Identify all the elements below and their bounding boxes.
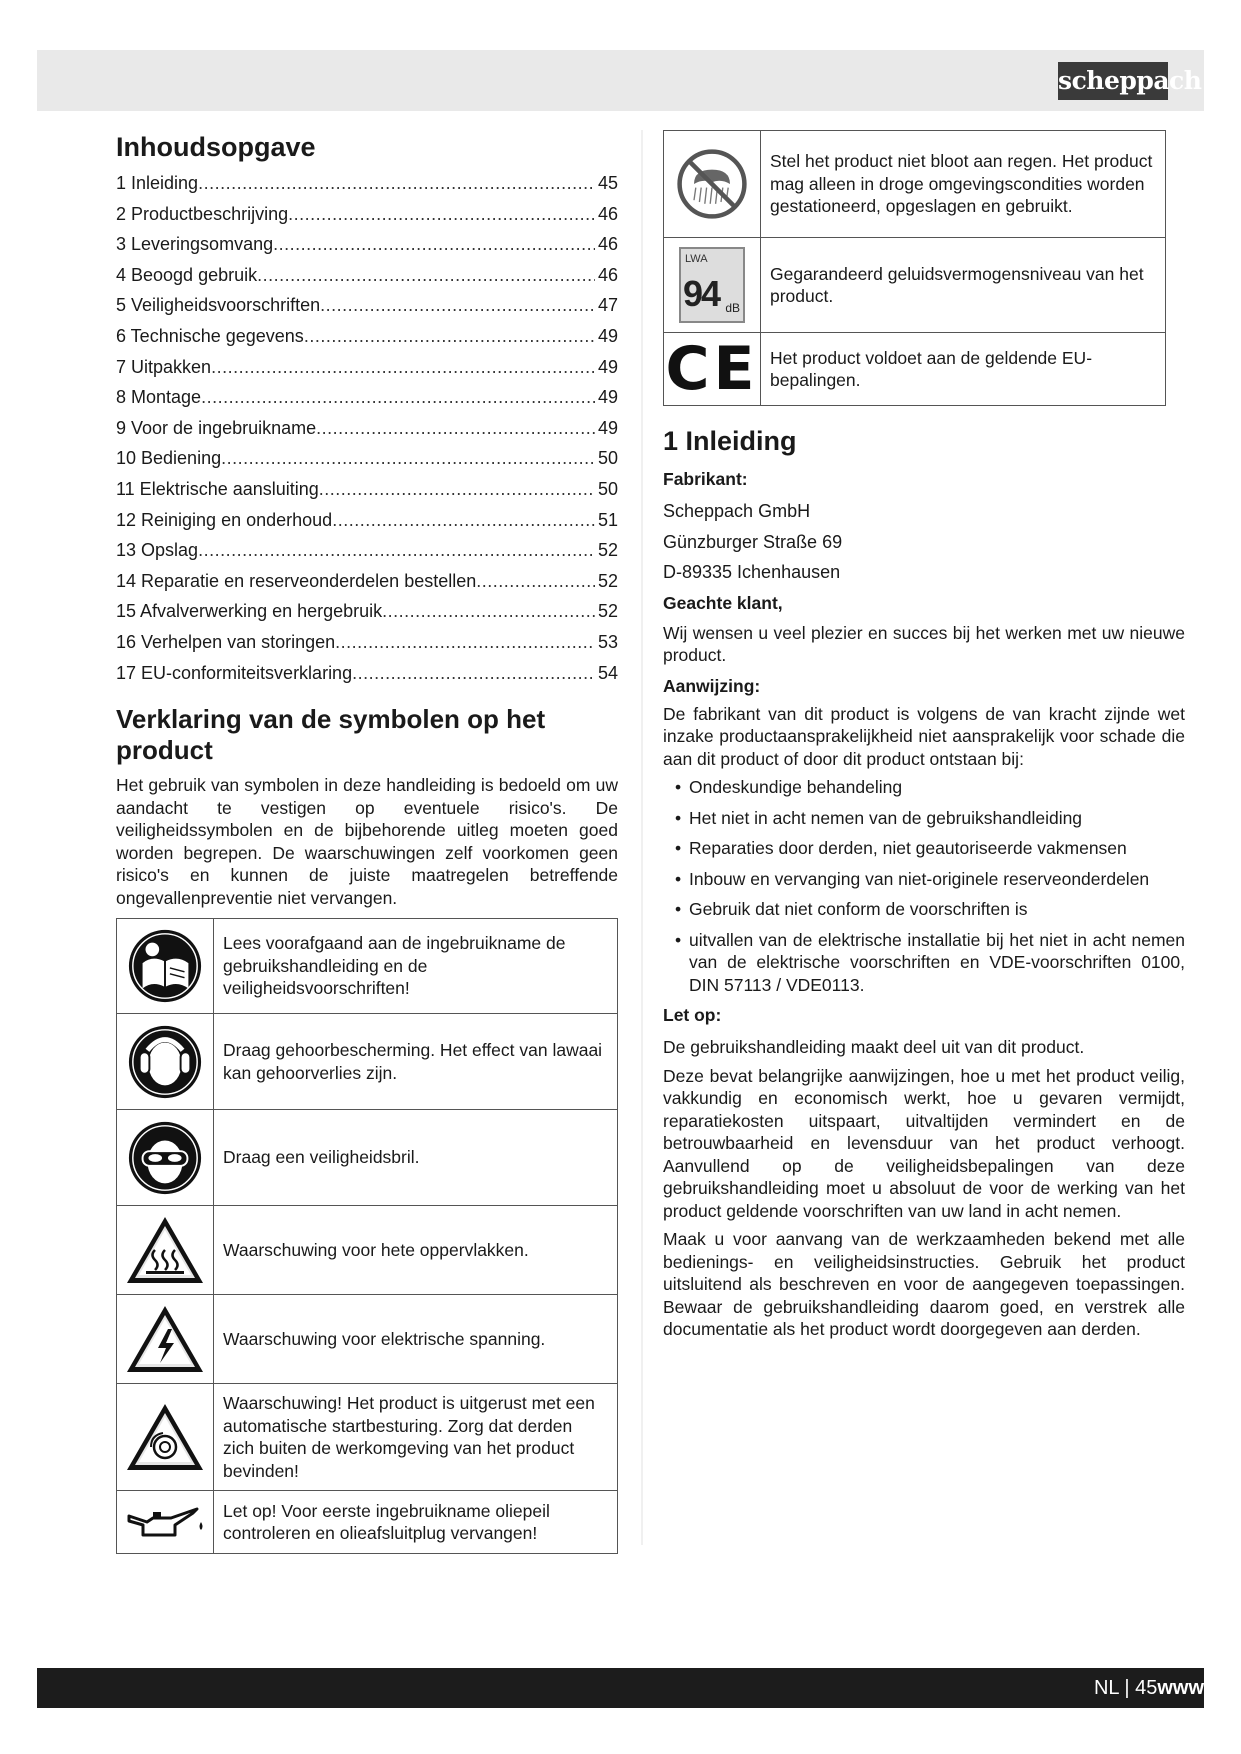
toc-entry[interactable]: [116, 382, 618, 413]
toc-entry-page: 49: [597, 325, 618, 346]
toc-entry[interactable]: [116, 627, 618, 658]
toc-leader-dots: [382, 596, 595, 627]
toc-entry-label: 15 Afvalverwerking en hergebruik: [116, 601, 383, 622]
toc-entry[interactable]: [116, 443, 618, 474]
toc-entry-page: 46: [597, 203, 618, 224]
lwa-label: LWA: [685, 253, 708, 265]
address-line: D-89335 Ichenhausen: [663, 562, 841, 582]
toc-leader-dots: [211, 352, 595, 383]
toc-entry[interactable]: [116, 199, 618, 230]
toc-entry-page: 54: [597, 662, 618, 683]
lwa-unit: dB: [725, 301, 740, 315]
toc-entry-page: 47: [597, 295, 618, 316]
list-item: • Het niet in acht nemen van de gebruikshandleiding: [663, 807, 1185, 830]
read-manual-icon: [117, 919, 214, 1014]
toc-entry-page: 46: [597, 264, 618, 285]
left-column: [116, 130, 618, 1554]
toc-entry-label: 9 Voor de ingebruikname: [116, 417, 317, 438]
toc-entry-label: 14 Reparatie en reserveonderdelen bestellen: [116, 570, 477, 591]
symbol-row: [117, 1491, 618, 1554]
paragraph: De gebruikshandleiding maakt deel uit van dit product.: [663, 1037, 1085, 1057]
toc-entry-page: 51: [597, 509, 618, 530]
toc-entry-page: 50: [597, 448, 618, 469]
toc-leader-dots: [352, 658, 595, 689]
toc-entry-label: 6 Technische gegevens: [116, 325, 304, 346]
symbols-table-right: [663, 130, 1166, 406]
symbol-text: Het product voldoet aan de geldende EU-bepalingen.: [761, 333, 1166, 406]
safety-glasses-icon: [117, 1110, 214, 1206]
toc-leader-dots: [304, 321, 595, 352]
manufacturer-label: Fabrikant:: [663, 469, 748, 489]
ce-mark-icon: CE: [665, 334, 759, 404]
ear-protection-icon: [117, 1014, 214, 1110]
list-item: • Reparaties door derden, niet geautoriseerde vakmensen: [663, 837, 1185, 860]
toc-entry-label: 1 Inleiding: [116, 173, 199, 193]
paragraph: Maak u voor aanvang van de werkzaamheden bekend met alle bedienings- en veiligheidsinstructies. Gebruik het product uitsluitend als beschreven en voor de aangegeven toepassingen. Bewaar de gebruikshandleiding daarom goed, en verstrek alle documentatie als het product wordt doorgegeven aan derden.: [663, 1229, 1185, 1339]
toc-leader-dots: [335, 627, 595, 658]
toc-entry[interactable]: [116, 596, 618, 627]
toc-entry-label: 12 Reiniging en onderhoud: [116, 509, 333, 530]
toc-entry[interactable]: [116, 474, 618, 505]
oil-can-icon: [117, 1491, 214, 1554]
toc-entry[interactable]: [116, 321, 618, 352]
list-item: • uitvallen van de elektrische installatie bij het niet in acht nemen van de elektrische voorschriften en VDE-voorschriften 0100, DIN 57113 / VDE0113.: [663, 929, 1185, 997]
toc-entry-label: 2 Productbeschrijving: [116, 203, 289, 224]
right-column: [663, 130, 1185, 1347]
list-item: • Inbouw en vervanging van niet-originele reserveonderdelen: [663, 868, 1185, 891]
symbol-row: [117, 1110, 618, 1206]
toc-leader-dots: [221, 443, 595, 474]
header-bar: [37, 50, 1204, 111]
toc-leader-dots: [319, 474, 595, 505]
toc-entry-label: 17 EU-conformiteitsverklaring: [116, 662, 353, 683]
symbol-row: [664, 333, 1166, 406]
toc-leader-dots: [198, 168, 595, 199]
symbol-text: Waarschuwing voor hete oppervlakken.: [214, 1206, 618, 1295]
toc-entry[interactable]: [116, 658, 618, 689]
symbol-text: Draag een veiligheidsbril.: [214, 1110, 618, 1206]
note-text: De fabrikant van dit product is volgens de van kracht zijnde wet inzake productaansprakelijkheid niet aansprakelijk voor schade die aan dit product of door dit product ontstaan bij:: [663, 703, 1185, 769]
footer-page-label: [1094, 1668, 1204, 1708]
symbol-text: Draag gehoorbescherming. Het effect van lawaai kan gehoorverlies zijn.: [214, 1014, 618, 1110]
toc-leader-dots: [257, 260, 595, 291]
automatic-start-icon: [117, 1384, 214, 1491]
toc-leader-dots: [476, 566, 595, 597]
toc-entry-page: 46: [597, 234, 618, 255]
toc-entry[interactable]: [116, 505, 618, 536]
symbol-row: [117, 1295, 618, 1384]
toc-entry-page: 50: [597, 478, 618, 499]
address-line: Scheppach GmbH: [663, 501, 811, 521]
toc-entry-page: 49: [597, 356, 618, 377]
toc-entry[interactable]: [116, 229, 618, 260]
symbol-row: [117, 919, 618, 1014]
section-title-inleiding: 1 Inleiding: [663, 426, 797, 456]
toc-leader-dots: [316, 413, 595, 444]
toc-entry-label: 10 Bediening: [116, 448, 222, 469]
hot-surface-icon: [117, 1206, 214, 1295]
symbol-row: [117, 1384, 618, 1491]
toc-entry-label: 16 Verhelpen van storingen: [116, 631, 336, 652]
toc-leader-dots: [320, 290, 595, 321]
toc-entry-label: 11 Elektrische aansluiting: [116, 478, 319, 499]
symbol-text: Gegarandeerd geluidsvermogensniveau van het product.: [761, 238, 1166, 333]
list-item: • Ondeskundige behandeling: [663, 776, 1185, 799]
toc-entry-page: 52: [597, 540, 618, 561]
toc-entry[interactable]: [116, 352, 618, 383]
column-divider: [641, 130, 643, 1545]
symbol-row: [664, 238, 1166, 333]
toc-entry[interactable]: [116, 290, 618, 321]
greeting-text: Wij wensen u veel plezier en succes bij het werken met uw nieuwe product.: [663, 622, 1185, 665]
toc-entry-label: 5 Veiligheidsvoorschriften: [116, 295, 321, 316]
toc-entry-label: 4 Beoogd gebruik: [116, 264, 258, 285]
toc-entry[interactable]: [116, 168, 618, 199]
symbol-text: Let op! Voor eerste ingebruikname oliepeil controleren en olieafsluitplug vervangen!: [214, 1491, 618, 1554]
toc-leader-dots: [332, 505, 595, 536]
note-label: Aanwijzing:: [663, 675, 761, 696]
list-item: • Gebruik dat niet conform de voorschriften is: [663, 898, 1185, 921]
toc-entry-label: 8 Montage: [116, 387, 202, 408]
toc-leader-dots: [288, 199, 595, 230]
address-line: Günzburger Straße 69: [663, 531, 843, 552]
toc-entry[interactable]: [116, 535, 618, 566]
toc-entry-label: 13 Opslag: [116, 540, 199, 561]
symbols-title: Verklaring van de symbolen op het product: [116, 704, 546, 766]
scheppach-logo: scheppach: [1058, 62, 1168, 100]
toc-entry-page: 45: [597, 173, 618, 193]
toc-leader-dots: [273, 229, 595, 260]
toc-entry-page: 49: [597, 417, 618, 438]
symbol-text: Lees voorafgaand aan de ingebruikname de gebruikshandleiding en de veiligheidsvoorschriften!: [214, 919, 618, 1014]
symbol-text: Waarschuwing voor elektrische spanning.: [214, 1295, 618, 1384]
lwa-value: 94: [683, 273, 720, 314]
toc-entry-label: 7 Uitpakken: [116, 356, 212, 377]
symbols-intro: Het gebruik van symbolen in deze handleiding is bedoeld om uw aandacht te vestigen op eventuele risico's. De veiligheidssymbolen en de bijbehorende uitleg moeten goed worden begrepen. De waarschuwingen zelf voorkomen geen risico's en kunnen de juiste maatregelen betreffende ongevallenpreventie niet vervangen.: [116, 775, 618, 908]
toc-leader-dots: [198, 535, 595, 566]
toc-entry-page: 52: [597, 601, 618, 622]
greeting: Geachte klant,: [663, 592, 783, 613]
toc-leader-dots: [201, 382, 595, 413]
toc-entry[interactable]: [116, 566, 618, 597]
paragraph: Deze bevat belangrijke aanwijzingen, hoe u met het product veilig, vakkundig en economisch werkt, hoe u gevaren vermijdt, reparatiekosten uitspaart, uitvaltijden vermindert en de betrouwbaarheid en levensduur van het product verhoogt. Aanvullend op de veiligheidsbepalingen van deze gebruikshandleiding moet u absoluut de voor de werking van het product geldende voorschriften van uw land in acht nemen.: [663, 1065, 1185, 1221]
toc-entry[interactable]: [116, 413, 618, 444]
toc-title: Inhoudsopgave: [116, 132, 316, 162]
symbol-row: [664, 131, 1166, 238]
no-rain-icon: [664, 131, 761, 238]
symbol-row: [117, 1206, 618, 1295]
electric-voltage-icon: [117, 1295, 214, 1384]
symbol-row: [117, 1014, 618, 1110]
liability-list: [663, 776, 1185, 996]
toc-entry-page: 52: [597, 570, 618, 591]
symbol-text: Stel het product niet bloot aan regen. Het product mag alleen in droge omgevingscondities worden gestationeerd, opgeslagen en gebruikt.: [761, 131, 1166, 238]
page-number: NL | 45: [1093, 1677, 1158, 1699]
toc-entry-page: 49: [597, 387, 618, 408]
footer-www: www: [1157, 1677, 1204, 1699]
sound-power-icon: [664, 238, 761, 333]
toc-entry-page: 53: [597, 631, 618, 652]
toc-entry[interactable]: [116, 260, 618, 291]
symbol-text: Waarschuwing! Het product is uitgerust met een automatische startbesturing. Zorg dat derden zich buiten de werkomgeving van het product bevinden!: [214, 1384, 618, 1491]
symbols-table: [116, 918, 618, 1554]
table-of-contents: [116, 168, 618, 688]
attention-label: Let op:: [663, 1005, 722, 1025]
toc-entry-label: 3 Leveringsomvang: [116, 234, 274, 255]
footer-bar: [37, 1668, 1204, 1708]
